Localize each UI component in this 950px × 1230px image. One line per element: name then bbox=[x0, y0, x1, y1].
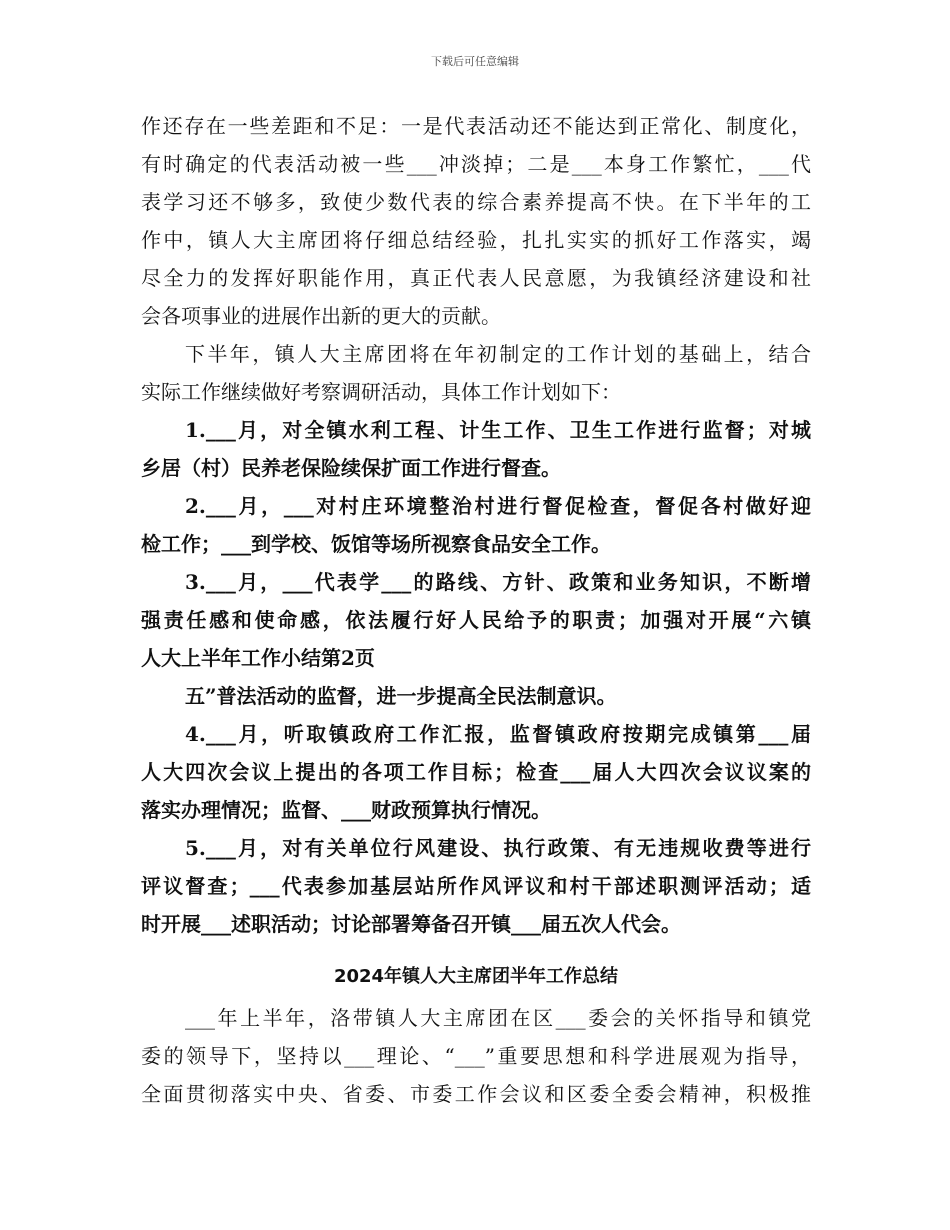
page-header: 下载后可任意编辑 bbox=[431, 55, 519, 68]
text-line: 落实办理情况；监督、___财政预算执行情况。 bbox=[141, 798, 551, 822]
text-line: 2.___月，___对村庄环境整治村进行督促检查，督促各村做好迎 bbox=[185, 494, 811, 518]
text-line: 作还存在一些差距和不足：一是代表活动还不能达到正常化、制度化， bbox=[141, 114, 811, 138]
paragraph bbox=[141, 340, 811, 416]
document-body bbox=[141, 112, 811, 1118]
text-line: ___年上半年，洛带镇人大主席团在区___委会的关怀指导和镇党 bbox=[185, 1006, 811, 1030]
text-line: 全面贯彻落实中央、省委、市委工作会议和区委全委会精神，积极推 bbox=[141, 1082, 811, 1106]
text-line: 有时确定的代表活动被一些___冲淡掉；二是___本身工作繁忙，___代 bbox=[141, 152, 811, 176]
text-line: 人大四次会议上提出的各项工作目标；检查___届人大四次会议议案的 bbox=[141, 760, 811, 784]
plan-item-3 bbox=[141, 568, 811, 682]
text-line: 时开展___述职活动；讨论部署筹备召开镇___届五次人代会。 bbox=[141, 912, 681, 936]
text-line: 3.___月，___代表学___的路线、方针、政策和业务知识，不断增 bbox=[185, 570, 811, 594]
plan-item-4 bbox=[141, 720, 811, 834]
text-line: 表学习还不够多，致使少数代表的综合素养提高不快。在下半年的工 bbox=[141, 190, 811, 214]
plan-item-5 bbox=[141, 834, 811, 948]
text-line: 五”普法活动的监督，进一步提高全民法制意识。 bbox=[185, 684, 617, 708]
text-line: 会各项事业的进展作出新的更大的贡献。 bbox=[141, 304, 501, 328]
plan-item-2 bbox=[141, 492, 811, 568]
text-line: 实际工作继续做好考察调研活动，具体工作计划如下： bbox=[141, 380, 621, 404]
text-line: 5.___月，对有关单位行风建设、执行政策、有无违规收费等进行 bbox=[185, 836, 811, 860]
text-line: 乡居（村）民养老保险续保扩面工作进行督查。 bbox=[141, 456, 561, 480]
text-line: 4.___月，听取镇政府工作汇报，监督镇政府按期完成镇第___届 bbox=[185, 722, 811, 746]
text-line: 下半年，镇人大主席团将在年初制定的工作计划的基础上，结合 bbox=[185, 342, 811, 366]
plan-item-3-continued bbox=[141, 682, 811, 720]
section-title: 2024年镇人大主席团半年工作总结 bbox=[333, 966, 619, 987]
text-line: 检工作；___到学校、饭馆等场所视察食品安全工作。 bbox=[141, 532, 611, 556]
closing-paragraph bbox=[141, 1004, 811, 1118]
text-line: 人大上半年工作小结第2页 bbox=[141, 646, 375, 670]
text-line: 尽全力的发挥好职能作用，真正代表人民意愿，为我镇经济建设和社 bbox=[141, 266, 811, 290]
text-line: 1.___月，对全镇水利工程、计生工作、卫生工作进行监督；对城 bbox=[185, 418, 811, 442]
plan-item-1 bbox=[141, 416, 811, 492]
text-line: 作中，镇人大主席团将仔细总结经验，扎扎实实的抓好工作落实，竭 bbox=[141, 228, 811, 252]
text-line: 强责任感和使命感，依法履行好人民给予的职责；加强对开展“六镇 bbox=[141, 608, 811, 632]
text-line: 委的领导下，坚持以___理论、“___”重要思想和科学进展观为指导， bbox=[141, 1044, 811, 1068]
text-line: 评议督查；___代表参加基层站所作风评议和村干部述职测评活动；适 bbox=[141, 874, 811, 898]
paragraph bbox=[141, 112, 811, 340]
